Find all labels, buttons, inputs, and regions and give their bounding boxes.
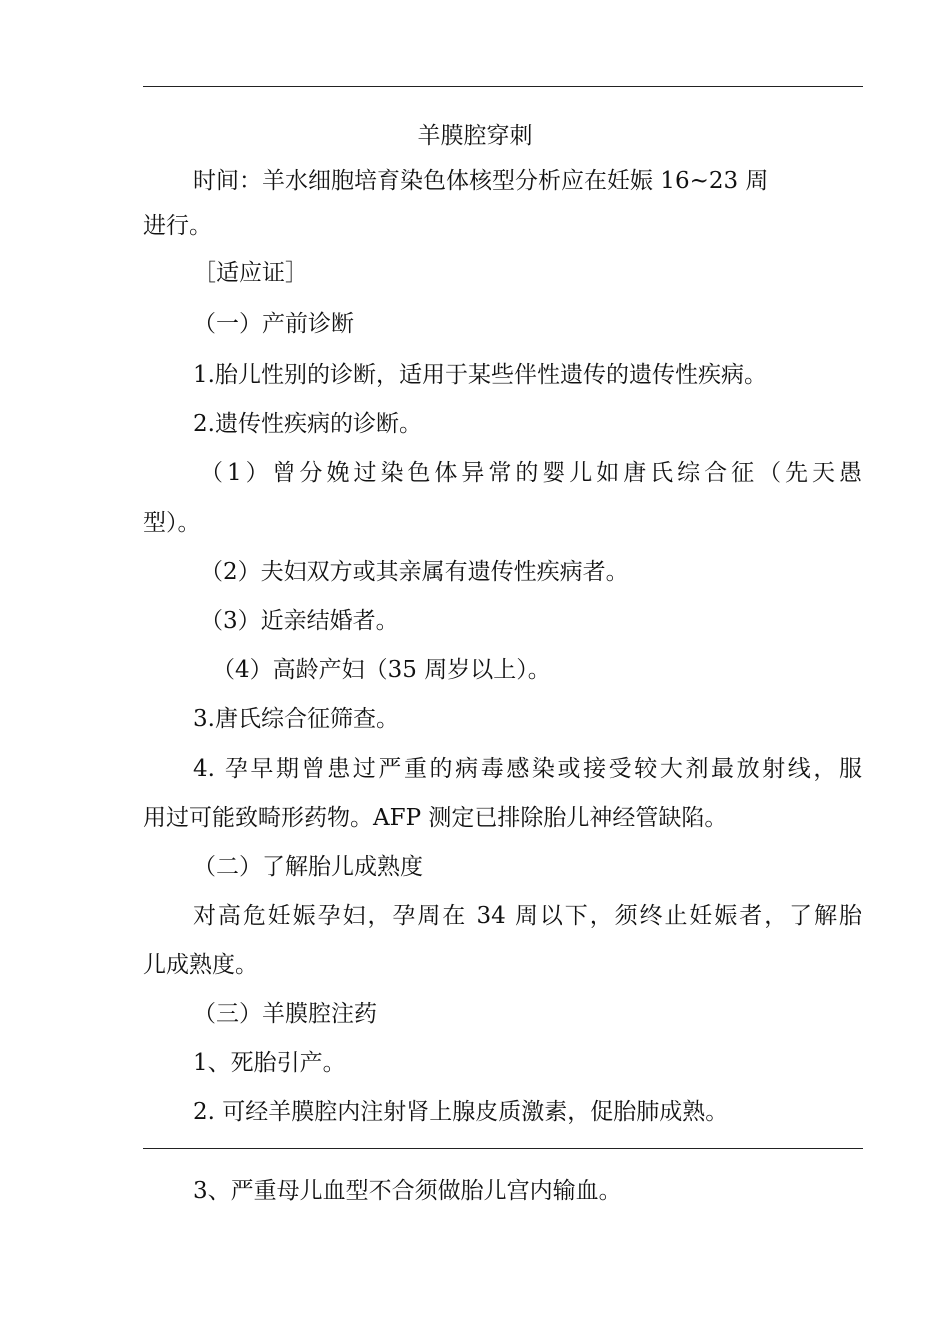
document-title: 羊膜腔穿刺 (417, 123, 533, 149)
sub-item-1-line-2: 型）。 (143, 510, 201, 536)
list-item-2: 2.遗传性疾病的诊断。 (193, 411, 422, 437)
sub-item-1-line-1: （1）曾分娩过染色体异常的婴儿如唐氏综合征（先天愚 (200, 460, 862, 486)
list-item-1: 1.胎儿性别的诊断，适用于某些伴性遗传的遗传性疾病。 (193, 362, 767, 388)
section-3-heading: （三）羊膜腔注药 (193, 1001, 377, 1027)
time-paragraph-line-1: 时间：羊水细胞培育染色体核型分析应在妊娠 16~23 周 (193, 168, 769, 194)
sub-item-2: （2）夫妇双方或其亲属有遗传性疾病者。 (200, 559, 629, 585)
list-item-4-line-2: 用过可能致畸形药物。AFP 测定已排除胎儿神经管缺陷。 (143, 805, 728, 831)
sub-item-3: （3）近亲结婚者。 (200, 608, 399, 634)
list-item-3: 3.唐氏综合征筛查。 (193, 706, 399, 732)
section-1-heading: （一）产前诊断 (193, 311, 354, 337)
section-2-heading: （二）了解胎儿成熟度 (193, 854, 423, 880)
header-rule (143, 86, 863, 87)
list-item-4-line-1: 4. 孕早期曾患过严重的病毒感染或接受较大剂最放射线，服 (193, 756, 862, 782)
page-break-rule (143, 1148, 863, 1149)
section-2-paragraph-line-2: 儿成熟度。 (143, 952, 258, 978)
time-paragraph-line-2: 进行。 (143, 213, 212, 239)
section-3-item-3: 3、严重母儿血型不合须做胎儿宫内输血。 (193, 1178, 622, 1204)
section-3-item-2: 2. 可经羊膜腔内注射肾上腺皮质激素，促胎肺成熟。 (193, 1099, 729, 1125)
sub-item-4: （4）高龄产妇（35 周岁以上）。 (212, 657, 551, 683)
section-2-paragraph-line-1: 对高危妊娠孕妇，孕周在 34 周以下，须终止妊娠者，了解胎 (193, 903, 862, 929)
section-3-item-1: 1、死胎引产。 (193, 1050, 346, 1076)
indications-heading: ［适应证］ (193, 260, 308, 286)
